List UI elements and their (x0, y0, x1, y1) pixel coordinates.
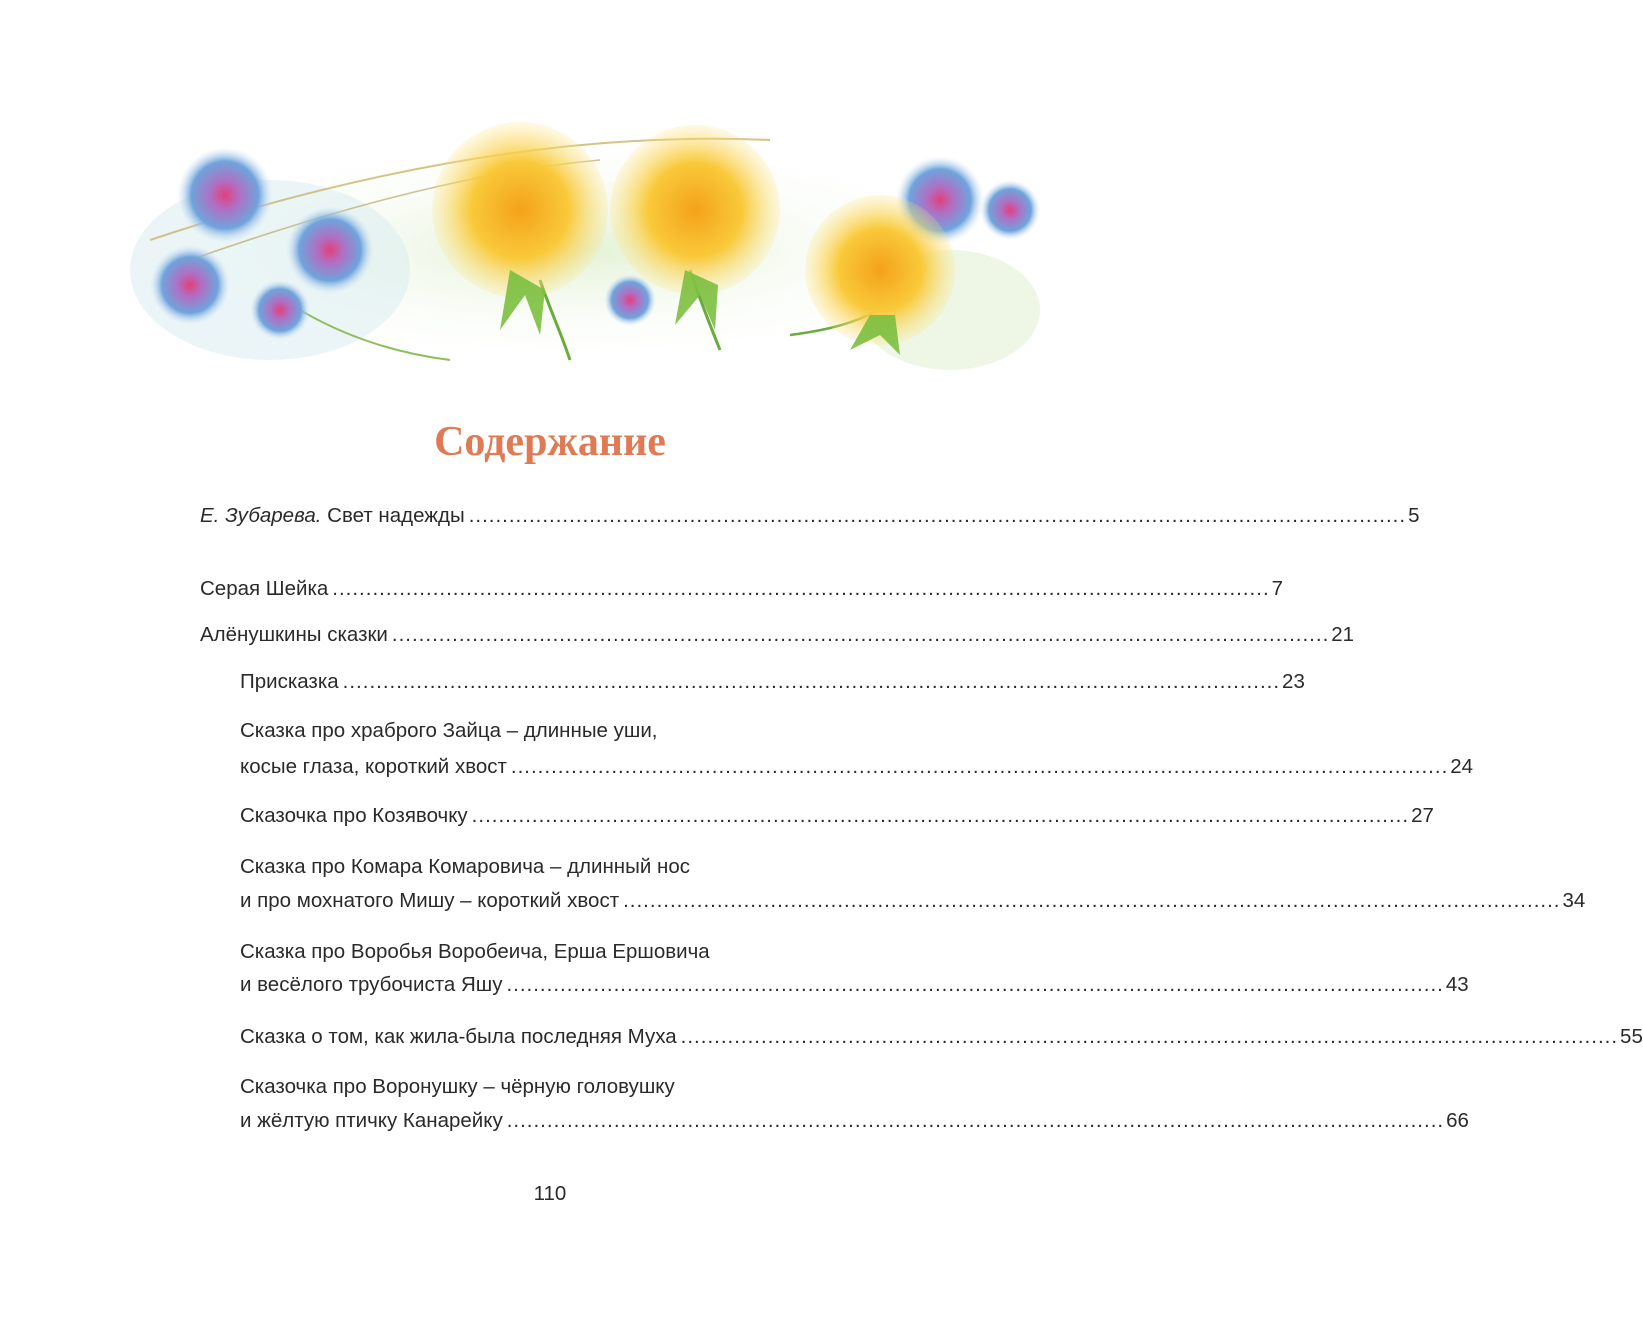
toc-subentry[interactable] (240, 973, 1469, 997)
leader-dots: ............................................................................................................................................ (506, 1109, 1445, 1132)
toc-subentry-title: и про мохнатого Мишу – короткий хвост (240, 889, 620, 912)
toc-subentry-title-line[interactable]: Сказка про Воробья Воробеича, Ерша Ершовича (240, 940, 710, 963)
leader-dots: ............................................................................................................................................ (506, 973, 1444, 996)
toc-subentry-page: 24 (1450, 755, 1474, 778)
toc-subentry-page: 43 (1445, 973, 1469, 996)
toc-entry-page: 5 (1408, 504, 1420, 527)
leader-dots: ............................................................................................................................................ (623, 889, 1561, 912)
page-title: Содержание (434, 419, 666, 465)
toc-subentry-title-line[interactable]: Сказка про храброго Зайца – длинные уши, (240, 719, 658, 742)
leader-dots: ............................................................................................................................................ (680, 1025, 1619, 1048)
leader-dots: ............................................................................................................................................ (332, 577, 1270, 600)
toc-subentry-title: и жёлтую птичку Канарейку (240, 1109, 503, 1132)
toc-subentry-page: 27 (1411, 804, 1434, 827)
toc-entry-intro[interactable] (200, 504, 1420, 528)
toc-subentry-title: Сказочка про Козявочку (240, 804, 468, 827)
leader-dots: ............................................................................................................................................ (391, 623, 1330, 646)
leader-dots: ............................................................................................................................................ (342, 670, 1281, 693)
toc-subentry-page: 66 (1446, 1109, 1469, 1132)
toc-entry-title: Серая Шейка (200, 577, 329, 600)
toc-subentry-page: 55 (1620, 1025, 1643, 1048)
page-number: 110 (533, 1182, 567, 1205)
toc-subentry-page: 23 (1282, 670, 1305, 693)
leader-dots: ............................................................................................................................................ (468, 504, 1407, 527)
toc-subentry[interactable] (240, 670, 1305, 694)
leader-dots: ............................................................................................................................................ (510, 755, 1449, 778)
toc-subentry-title-line[interactable]: Сказка про Комара Комаровича – длинный нос (240, 855, 690, 878)
toc-subentry[interactable] (240, 804, 1434, 828)
toc-entry-page: 7 (1271, 577, 1284, 600)
toc-subentry[interactable] (240, 1025, 1643, 1049)
toc-entry-page: 21 (1331, 623, 1355, 646)
toc-entry[interactable] (200, 577, 1284, 601)
toc-entry-title: Алёнушкины сказки (200, 623, 388, 646)
toc-subentry[interactable] (240, 889, 1586, 913)
toc-entry-author: Е. Зубарева. (200, 504, 322, 527)
leader-dots: ............................................................................................................................................ (471, 804, 1410, 827)
toc-entry[interactable] (200, 623, 1355, 647)
toc-subentry-title: Сказка о том, как жила-была последняя Муха (240, 1025, 677, 1048)
toc-subentry[interactable] (240, 755, 1474, 779)
toc-subentry-title: и весёлого трубочиста Яшу (240, 973, 503, 996)
toc-subentry[interactable] (240, 1109, 1469, 1133)
toc-subentry-page: 34 (1562, 889, 1586, 912)
toc-entry-title: Свет надежды (327, 504, 465, 527)
toc-subentry-title: Присказка (240, 670, 339, 693)
toc-subentry-title: косые глаза, короткий хвост (240, 755, 507, 778)
toc-subentry-title-line[interactable]: Сказочка про Воронушку – чёрную головушку (240, 1075, 675, 1098)
